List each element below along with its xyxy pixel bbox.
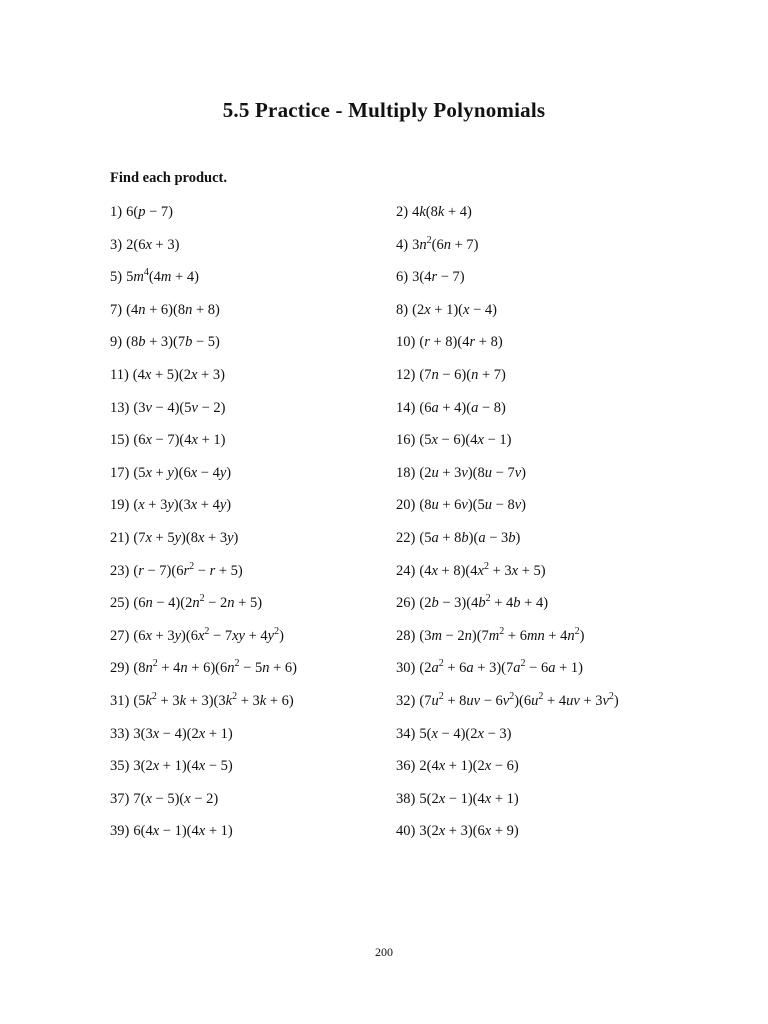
problem-expression: 3(2x + 3)(6x + 9) [419,823,519,840]
problem-expression: 2(4x + 1)(2x − 6) [419,758,519,775]
problem-expression: 5(2x − 1)(4x + 1) [419,790,519,807]
problem-item [396,790,710,823]
instructions: Find each product. [110,170,227,186]
problem-item [110,301,396,334]
problem-expression: (r + 8)(4r + 8) [419,334,503,351]
problem-item [110,757,396,790]
problem-item [396,822,710,855]
problem-expression: (7n − 6)(n + 7) [419,366,506,383]
problem-number: 31) [110,692,130,709]
problem-item [396,366,710,399]
problem-expression: $(6x + 3y)(6x^2 - 7xy + 4y^2)$ [133,625,284,644]
problem-number: 19) [110,497,130,514]
problem-expression: $(6n - 4)(2n^2 - 2n + 5)$ [133,593,263,612]
problem-item [396,692,710,725]
problem-expression: $(7u^2 + 8uv - 6v^2)(6u^2 + 4uv + 3v^2)$ [419,690,619,709]
problem-expression: 3(2x + 1)(4x − 5) [133,758,233,775]
problem-number: 5) [110,269,123,286]
problem-expression: (8u + 6v)(5u − 8v) [419,497,526,514]
problem-expression: 3(4r − 7) [412,269,465,286]
problem-item [396,203,710,236]
problem-expression: $(2a^2 + 6a + 3)(7a^2 - 6a + 1)$ [419,658,583,677]
problem-number: 1) [110,204,123,220]
problem-expression: (4x + 5)(2x + 3) [132,366,225,383]
problem-number: 4) [396,236,409,253]
problem-expression: 4k(8k + 4) [412,204,472,220]
problem-list [110,203,710,855]
problem-number: 39) [110,823,130,840]
problem-number: 18) [396,464,416,481]
page-number: 200 [375,945,393,959]
problem-item [110,822,396,855]
problem-expression: $(r - 7)(6r^2 - r + 5)$ [133,560,243,579]
problem-number: 29) [110,660,130,677]
problem-item [396,333,710,366]
problem-expression: (3v − 4)(5v − 2) [133,399,226,416]
problem-item [110,333,396,366]
problem-expression: $(2b - 3)(4b^2 + 4b + 4)$ [419,593,549,612]
problem-item [110,594,396,627]
problem-item [396,627,710,660]
problem-number: 22) [396,529,416,546]
problem-item [396,236,710,269]
problem-expression: 6(4x − 1)(4x + 1) [133,823,233,840]
problem-number: 26) [396,595,416,612]
problem-item [110,366,396,399]
problem-number: 8) [396,301,409,318]
problem-number: 16) [396,432,416,449]
problem-number: 28) [396,627,416,644]
problem-number: 12) [396,366,416,383]
problem-item [396,431,710,464]
problem-number: 13) [110,399,130,416]
problem-item [110,562,396,595]
problem-number: 36) [396,758,416,775]
problem-expression: $3n^2(6n + 7)$ [412,234,479,253]
problem-number: 10) [396,334,416,351]
problem-expression: (2x + 1)(x − 4) [412,301,497,318]
problem-item [110,236,396,269]
problem-expression: (8b + 3)(7b − 5) [126,334,220,351]
problem-item [396,464,710,497]
problem-item [110,399,396,432]
problem-expression: 3(3x − 4)(2x + 1) [133,725,233,742]
problem-number: 25) [110,595,130,612]
problem-item [396,529,710,562]
problem-number: 17) [110,464,130,481]
problem-number: 33) [110,725,130,742]
problem-number: 7) [110,301,123,318]
problem-item [396,301,710,334]
problem-item [396,562,710,595]
problem-expression: 2(6x + 3) [126,236,180,253]
problem-expression: $5m^4(4m + 4)$ [126,267,199,286]
problem-item [110,496,396,529]
problem-expression: (x + 3y)(3x + 4y) [133,497,232,514]
problem-item [396,757,710,790]
problem-expression: (5x + y)(6x − 4y) [133,464,232,481]
problem-expression: (5x − 6)(4x − 1) [419,432,512,449]
problem-item [110,529,396,562]
problem-item [110,464,396,497]
problem-number: 6) [396,269,409,286]
problem-number: 23) [110,562,130,579]
problem-item [110,431,396,464]
problem-expression: $(4x + 8)(4x^2 + 3x + 5)$ [419,560,546,579]
problem-expression: $(5k^2 + 3k + 3)(3k^2 + 3k + 6)$ [133,690,294,709]
problem-expression: 6(p − 7) [126,204,173,220]
problem-item [110,692,396,725]
problem-number: 27) [110,627,130,644]
problem-item [110,725,396,758]
problem-number: 15) [110,432,130,449]
problem-number: 40) [396,823,416,840]
problem-number: 9) [110,334,123,351]
problem-number: 35) [110,758,130,775]
problem-item [110,790,396,823]
problem-expression: $(8n^2 + 4n + 6)(6n^2 - 5n + 6)$ [133,658,297,677]
problem-number: 11) [110,366,129,383]
problem-expression: $(3m - 2n)(7m^2 + 6mn + 4n^2)$ [419,625,585,644]
problem-item [396,725,710,758]
problem-expression: (4n + 6)(8n + 8) [126,301,220,318]
problem-number: 21) [110,529,130,546]
problem-number: 2) [396,204,409,220]
problem-expression: (7x + 5y)(8x + 3y) [133,529,239,546]
problem-item [110,203,396,236]
problem-item [110,268,396,301]
problem-item [110,659,396,692]
problem-expression: (5a + 8b)(a − 3b) [419,529,521,546]
problem-number: 32) [396,692,416,709]
problem-item [110,627,396,660]
problem-number: 34) [396,725,416,742]
problem-expression: (6x − 7)(4x + 1) [133,432,226,449]
problem-number: 20) [396,497,416,514]
problem-expression: (6a + 4)(a − 8) [419,399,506,416]
problem-number: 38) [396,790,416,807]
problem-item [396,659,710,692]
problem-number: 14) [396,399,416,416]
problem-expression: 5(x − 4)(2x − 3) [419,725,512,742]
problem-number: 30) [396,660,416,677]
problem-item [396,496,710,529]
page-title: 5.5 Practice - Multiply Polynomials [222,98,546,122]
problem-item [396,594,710,627]
problem-number: 24) [396,562,416,579]
problem-number: 3) [110,236,123,253]
problem-expression: 7(x − 5)(x − 2) [133,790,219,807]
problem-number: 37) [110,790,130,807]
problem-expression: (2u + 3v)(8u − 7v) [419,464,526,481]
problem-item [396,268,710,301]
problem-item [396,399,710,432]
